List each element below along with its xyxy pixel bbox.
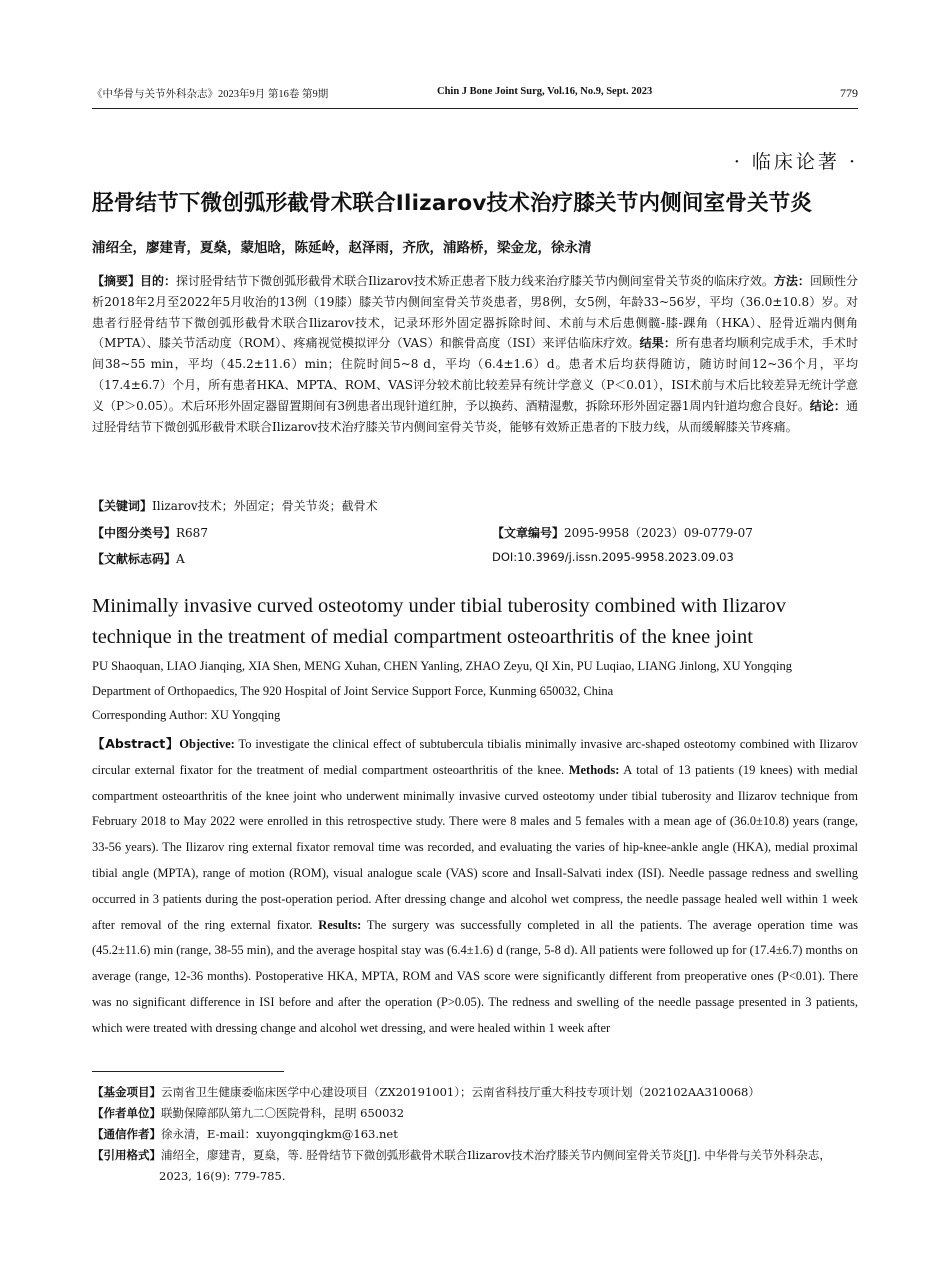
abstract-en-label: 【Abstract】 [92, 736, 180, 751]
objective-en-text: To investigate the clinical effect of subtubercula tibialis minimally invasive arc-shaped osteotomy combined with Ilizarov circular external fixator for the treatment of medial compartment osteoarthritis of the knee. [92, 737, 858, 777]
authors-en: PU Shaoquan, LIAO Jianqing, XIA Shen, MENG Xuhan, CHEN Yanling, ZHAO Zeyu, QI Xin, PU Luqiao, LIANG Jinlong, XU Yongqing [92, 659, 792, 673]
abstract-label: 【摘要】 [92, 274, 141, 288]
methods-label: 方法： [773, 274, 810, 288]
unit-label: 【作者单位】 [92, 1106, 161, 1120]
document-code-text: A [176, 552, 185, 566]
document-code [92, 550, 185, 567]
methods-en-label: Methods: [568, 762, 620, 777]
objective-label: 目的： [140, 274, 177, 288]
keywords-label: 【关键词】 [92, 499, 153, 513]
unit-text: 联勤保障部队第九二〇医院骨科，昆明 650032 [161, 1106, 405, 1120]
fund-label: 【基金项目】 [92, 1085, 161, 1099]
clc-text: R687 [176, 526, 208, 540]
footnote-rule [92, 1071, 284, 1072]
corr-label: 【通信作者】 [92, 1127, 161, 1141]
results-label: 结果： [639, 336, 677, 351]
section-label: · 临床论著 · [733, 151, 858, 173]
conclusion-text: 通过胫骨结节下微创弧形截骨术联合Ilizarov技术治疗膝关节内侧间室骨关节炎，能够有效矫正患者的下肢力线，从而缓解膝关节疼痛。 [92, 398, 858, 434]
title-en [92, 591, 872, 653]
cite-text-2: 2023, 16(9): 779-785. [159, 1169, 286, 1183]
conclusion-label: 结论： [809, 398, 846, 413]
methods-en-text: A total of 13 patients (19 knees) with medial compartment osteoarthritis of the knee joint who underwent minimally invasive curved osteotomy under tibial tuberosity and Ilizarov technique from February 2018 to May 2022 were enrolled in this retrospective study. There were 8 males and 5 females with a mean age of (36.0±10.8) years (range, 33-56 years). The Ilizarov ring external fixator removal time was recorded, and evaluating the varies of hip-knee-ankle angle (HKA), medial proximal tibial angle (MPTA), range of motion (ROM), visual analogue scale (VAS) score and Insall-Salvati index (ISI). Needle passage redness and swelling occurred in 3 patients during the post-operation period. After dressing change and alcohol wet compress, the needle passage healed well within 1 week after removal of the ring external fixator. [92, 762, 859, 932]
footnote-corresponding [92, 1124, 862, 1145]
keywords [92, 497, 378, 514]
corr-text: 徐永清，E-mail：xuyongqingkm@163.net [161, 1127, 398, 1141]
clc-label: 【中图分类号】 [92, 526, 177, 540]
results-en-label: Results: [318, 917, 362, 932]
article-number [492, 524, 753, 541]
title-en-line-1: Minimally invasive curved osteotomy under tibial tuberosity combined with Ilizarov [92, 595, 787, 617]
results-en-text: The surgery was successfully completed in all the patients. The average operation time was (45.2±11.6) min (range, 38-55 min), and the average hospital stay was (6.4±1.6) d (range, 5-8 d). All patients were followed up for (17.4±6.7) months on average (range, 12-36 months). Postoperative HKA, MPTA, ROM and VAS score were significantly different from preoperative ones (P<0.01). There was no significant difference in ISI before and after the operation (P>0.05). The redness and swelling of the needle passage presented in 3 patients, which were treated with dressing change and alcohol wet dressing, and were healed within 1 week after [92, 917, 858, 1035]
footnote-fund [92, 1082, 862, 1103]
page-number: 779 [840, 86, 858, 100]
abstract-en [92, 731, 858, 1042]
journal-en: Chin J Bone Joint Surg, Vol.16, No.9, Sept. 2023 [437, 86, 653, 97]
affiliation-en: Department of Orthopaedics, The 920 Hospital of Joint Service Support Force, Kunming 650032, China [92, 684, 614, 698]
cite-label: 【引用格式】 [92, 1148, 161, 1162]
fund-text: 云南省卫生健康委临床医学中心建设项目（ZX20191001）；云南省科技厅重大科技专项计划（202102AA310068） [161, 1085, 760, 1099]
methods-text: 回顾性分析2018年2月至2022年5月收治的13例（19膝）膝关节内侧间室骨关节炎患者，男8例，女5例，年龄33~56岁，平均（36.0±10.8）岁。对患者行胫骨结节下微创弧形截骨术联合Ilizarov技术，记录环形外固定器拆除时间、术前与术后患侧髋-膝-踝角（HKA）、胫骨近端内侧角（MPTA）、膝关节活动度（ROM）、疼痛视觉模拟评分（VAS）和髌骨高度（ISI）来评估临床疗效。 [92, 274, 858, 351]
objective-text: 探讨胫骨结节下微创弧形截骨术联合Ilizarov技术矫正患者下肢力线来治疗膝关节内侧间室骨关节炎的临床疗效。 [176, 274, 774, 288]
title-cn: 胫骨结节下微创弧形截骨术联合Ilizarov技术治疗膝关节内侧间室骨关节炎 [92, 191, 813, 216]
title-en-line-2: technique in the treatment of medial compartment osteoarthritis of the knee joint [92, 626, 753, 648]
footnote-citation [92, 1145, 862, 1187]
cite-text-1: 浦绍全，廖建青，夏燊，等. 胫骨结节下微创弧形截骨术联合Ilizarov技术治疗膝关节内侧间室骨关节炎[J]. 中华骨与关节外科杂志， [161, 1148, 831, 1162]
clc-number [92, 524, 208, 541]
objective-en-label: Objective: [179, 737, 235, 751]
running-header [92, 86, 858, 104]
article-number-text: 2095-9958（2023）09-0779-07 [564, 526, 753, 540]
footnotes [92, 1082, 862, 1187]
abstract-cn [92, 271, 858, 437]
journal-cn: 《中华骨与关节外科杂志》2023年9月 第16卷 第9期 [92, 89, 329, 100]
article-number-label: 【文章编号】 [492, 526, 565, 540]
corresponding-en: Corresponding Author: XU Yongqing [92, 708, 281, 722]
doi[interactable]: DOI:10.3969/j.issn.2095-9958.2023.09.03 [492, 550, 734, 564]
document-code-label: 【文献标志码】 [92, 552, 177, 566]
authors-cn: 浦绍全，廖建青，夏燊，蒙旭晗，陈延岭，赵泽雨，齐欣，浦路桥，梁金龙，徐永清 [92, 240, 592, 256]
results-text: 所有患者均顺利完成手术，手术时间38~55 min，平均（45.2±11.6）min；住院时间5~8 d，平均（6.4±1.6）d。患者术后均获得随访，随访时间12~36个月，平均（17.4±6.7）个月，所有患者HKA、MPTA、ROM、VAS评分较术前比较差异有统计学意义（P＜0.01），ISI术前与术后比较差异无统计学意义（P＞0.05）。术后环形外固定器留置期间有3例患者出现针道红肿，予以换药、酒精湿敷，拆除环形外固定器1周内针道均愈合良好。 [92, 336, 858, 413]
keywords-text: Ilizarov技术；外固定；骨关节炎；截骨术 [152, 499, 378, 513]
header-rule [92, 108, 858, 109]
footnote-unit [92, 1103, 862, 1124]
